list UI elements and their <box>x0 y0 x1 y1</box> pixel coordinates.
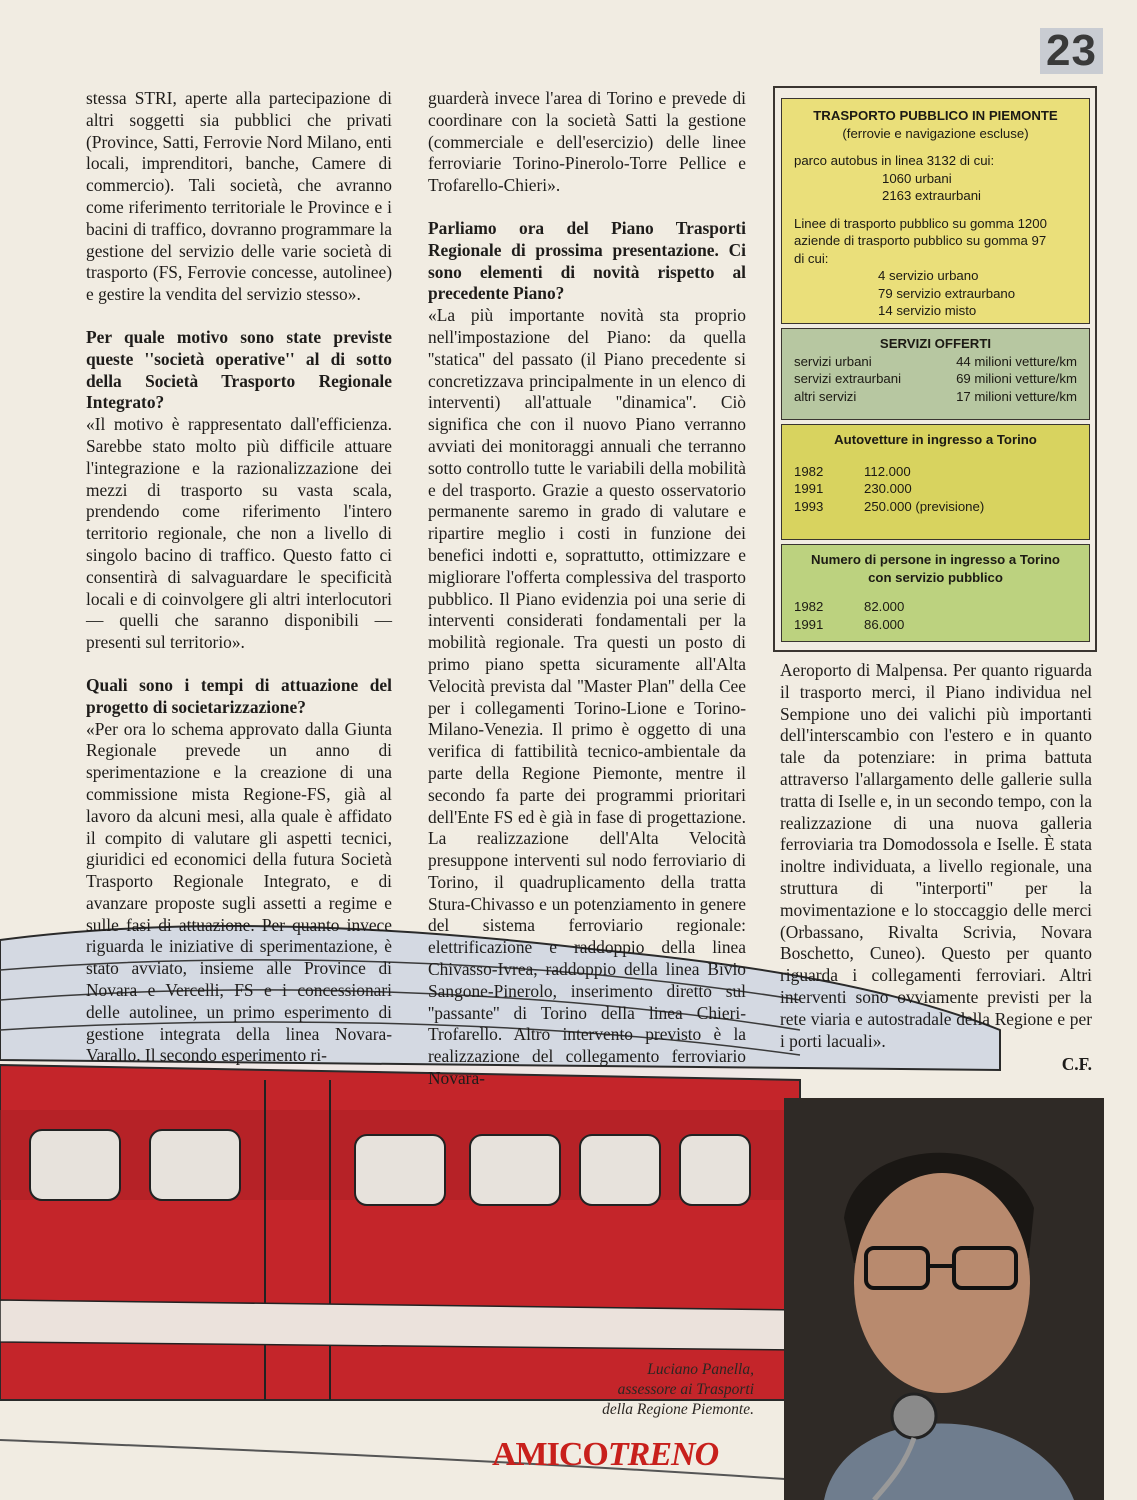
services-row <box>794 353 1077 371</box>
paragraph: «Il motivo è rappresentato dall'efficienza. Sarebbe stato molto più difficile attuare l'integrazione e la razionalizzazione dei mezzi di trasporto su vasta scala, prendendo come riferimento l'intero territorio regionale, che non a livello di singolo bacino di traffico. Questo fatto ci consentirà di salvaguardare le specificità locali e di coinvolgere gli altri interlocutori — quelli che saranno disponibili — presenti sul territorio». <box>86 414 392 653</box>
companies-count: aziende di trasporto pubblico su gomma 97 <box>794 233 1047 248</box>
cars-box <box>781 424 1090 540</box>
bus-fleet: parco autobus in linea 3132 di cui: <box>794 153 995 168</box>
bus-urban: 1060 urbani <box>882 170 952 186</box>
cars-row <box>794 480 1077 498</box>
magazine-logo <box>492 1436 718 1474</box>
train-window <box>30 1130 120 1200</box>
service-value: 44 milioni vetture/km <box>956 353 1077 369</box>
cars-row <box>794 498 1077 516</box>
train-window <box>580 1135 660 1205</box>
cars-value: 230.000 <box>864 481 912 496</box>
portrait-photo <box>784 1098 1104 1500</box>
year: 1991 <box>794 616 824 632</box>
article-column-2 <box>428 88 746 1111</box>
statistics-infobox <box>773 86 1097 652</box>
service-label: altri servizi <box>794 388 857 404</box>
caption-line: Luciano Panella, <box>647 1361 754 1378</box>
question-heading: Quali sono i tempi di attuazione del progetto di societarizzazione? <box>86 674 392 717</box>
face <box>854 1173 1030 1393</box>
persons-box <box>781 544 1090 642</box>
train-window <box>355 1135 445 1205</box>
logo-part: TRENO <box>607 1436 719 1473</box>
year: 1993 <box>794 498 824 514</box>
infobox-subtitle: (ferrovie e navigazione escluse) <box>842 125 1029 141</box>
public-transport-box <box>781 98 1090 324</box>
paragraph: Aeroporto di Malpensa. Per quanto riguarda il trasporto merci, il Piano individua nel Sempione uno dei valichi più importanti dell'interscambio con l'estero e in quanto tale da potenziare: in prima battuta attraverso l'allargamento delle gallerie sulla tratta di Iselle e, in un secondo tempo, con la realizzazione di una nuova galleria ferroviaria tra Domodossola e Iselle. È stata inoltre individuata, a livello regionale, una struttura di ''interporti'' per la movimentazione e lo stoccaggio delle merci (Orbassano, Rivalta Scrivia, Novara Boschetto, Cuneo). Questo per quanto riguarda i collegamenti ferroviari. Altri interventi sono ovviamente previsti per la rete viaria e autostradale della Regione e per i porti lacuali». <box>780 660 1092 1051</box>
caption-line: assessore ai Trasporti <box>617 1381 754 1398</box>
year: 1982 <box>794 599 824 614</box>
paragraph: stessa STRI, aperte alla partecipazione di altri soggetti sia pubblici che privati (Province, Satti, Ferrovie Nord Milano, enti locali, imprenditori, banche, Camere di commercio). Tali società, che avranno come riferimento territoriale le Province e i bacini di traffico, dovranno programmare la gestione del servizio delle varie società di trasporto (FS, Ferrovie concesse, autolinee) e gestire la vendita del servizio stesso». <box>86 88 392 305</box>
cars-title: Autovetture in ingresso a Torino <box>834 432 1037 447</box>
portrait-drawing <box>784 1098 1104 1500</box>
caption-line: della Regione Piemonte. <box>602 1401 754 1418</box>
year: 1982 <box>794 463 824 479</box>
service-urban: 4 servizio urbano <box>878 268 979 283</box>
persons-value: 82.000 <box>864 599 905 614</box>
train-window <box>150 1130 240 1200</box>
services-title: SERVIZI OFFERTI <box>879 336 992 351</box>
page-number: 23 <box>1040 28 1103 74</box>
paragraph: guarderà invece l'area di Torino e prevede di coordinare con la società Satti la gestione (commerciale e dell'esercizio) delle linee ferroviarie Torino-Pinerolo-Torre Pellice e Trofarello-Chieri». <box>428 88 746 196</box>
service-value: 17 milioni vetture/km <box>956 388 1077 404</box>
of-which-label: di cui: <box>794 250 829 266</box>
author-signature: C.F. <box>1061 1054 1092 1075</box>
train-window <box>680 1135 750 1205</box>
question-heading: Parliamo ora del Piano Trasporti Regionale di prossima presentazione. Ci sono elementi di novità rispetto al precedente Piano? <box>428 217 746 304</box>
paragraph: «Per ora lo schema approvato dalla Giunta Regionale prevede un anno di sperimentazione e la creazione di una commissione mista Regione-FS, già al lavoro da alcuni mesi, alla quale è affidato il compito di valutare gli aspetti tecnici, giuridici ed economici della futura Società Trasporto Regionale Integrato, e di avanzare proposte sugli assetti a regime e sulle fasi di attuazione. Per quanto invece riguarda le iniziative di sperimentazione, è stato avviato, insieme alle Province di Novara e Vercelli, FS e i concessionari delle autolinee, un primo esperimento di gestione integrata della linea Novara-Varallo. Il secondo esperimento ri- <box>86 718 392 1066</box>
persons-value: 86.000 <box>864 616 905 632</box>
train-window <box>470 1135 560 1205</box>
services-row <box>794 388 1077 406</box>
article-column-3 <box>780 660 1092 1076</box>
year: 1991 <box>794 481 824 496</box>
persons-row <box>794 616 1077 634</box>
persons-title: Numero di persone in ingresso a Torino con servizio pubblico <box>811 552 1060 585</box>
services-box <box>781 328 1090 420</box>
service-mixed: 14 servizio misto <box>878 303 977 318</box>
question-heading: Per quale motivo sono state previste queste ''società operative'' al di sotto della Società Trasporto Regionale Integrato? <box>86 326 392 413</box>
cars-value: 250.000 (previsione) <box>864 498 985 514</box>
lines-count: Linee di trasporto pubblico su gomma 1200 <box>794 215 1047 231</box>
microphone-icon <box>892 1394 936 1438</box>
persons-row <box>794 598 1077 616</box>
infobox-title: TRASPORTO PUBBLICO IN PIEMONTE <box>813 108 1058 123</box>
service-label: servizi extraurbani <box>794 371 902 386</box>
service-extraurban: 79 servizio extraurbano <box>878 285 1016 301</box>
services-row <box>794 370 1077 388</box>
paragraph: «La più importante novità sta proprio nell'impostazione del Piano: da quella ''statica'' del passato (il Piano precedente si concretizzava principalmente in un elenco di interventi) all'attuale ''dinamica''. Ciò significa che con il nuovo Piano verranno avviati dei monitoraggi annuali che terranno sotto controllo tutte le variabili della mobilità e del trasporto. Grazie a questo osservatorio permanente saremo in grado di valutare e ripartire meglio i costi in funzione dei benefici indotti e, soprattutto, ottimizzare e migliorare l'offerta complessiva del trasporto pubblico. Il Piano evidenzia poi una serie di interventi considerati fondamentali per la mobilità regionale. Tra questi un posto di primo piano spetta sicuramente all'Alta Velocità prevista dal ''Master Plan'' della Cee per i collegamenti Torino-Lione e Torino-Milano-Venezia. Il primo è oggetto di una verifica di fattibilità tecnico-ambientale da parte della Regione Piemonte, mentre il secondo fa parte dei programmi prioritari dell'Ente FS ed è già in fase di progettazione. La realizzazione dell'Alta Velocità presuppone interventi sul nodo ferroviario di Torino, il quadruplicamento della tratta Stura-Chivasso e un potenziamento in genere del sistema ferroviario regionale: elettrificazione e raddoppio della linea Chivasso-Ivrea, raddoppio della linea Bivio Sangone-Pinerolo, inserimento diretto sul ''passante'' di Torino della linea Chieri-Trofarello. Altro intervento previsto è la realizzazione del collegamento ferroviario Novara- <box>428 305 746 1089</box>
service-label: servizi urbani <box>794 353 872 369</box>
service-value: 69 milioni vetture/km <box>956 371 1077 386</box>
cars-value: 112.000 <box>864 463 911 479</box>
logo-part: AMICO <box>492 1436 608 1473</box>
article-column-1 <box>86 88 392 1088</box>
bus-extraurban: 2163 extraurbani <box>882 188 981 203</box>
cars-row <box>794 463 1077 481</box>
photo-caption <box>560 1360 754 1420</box>
